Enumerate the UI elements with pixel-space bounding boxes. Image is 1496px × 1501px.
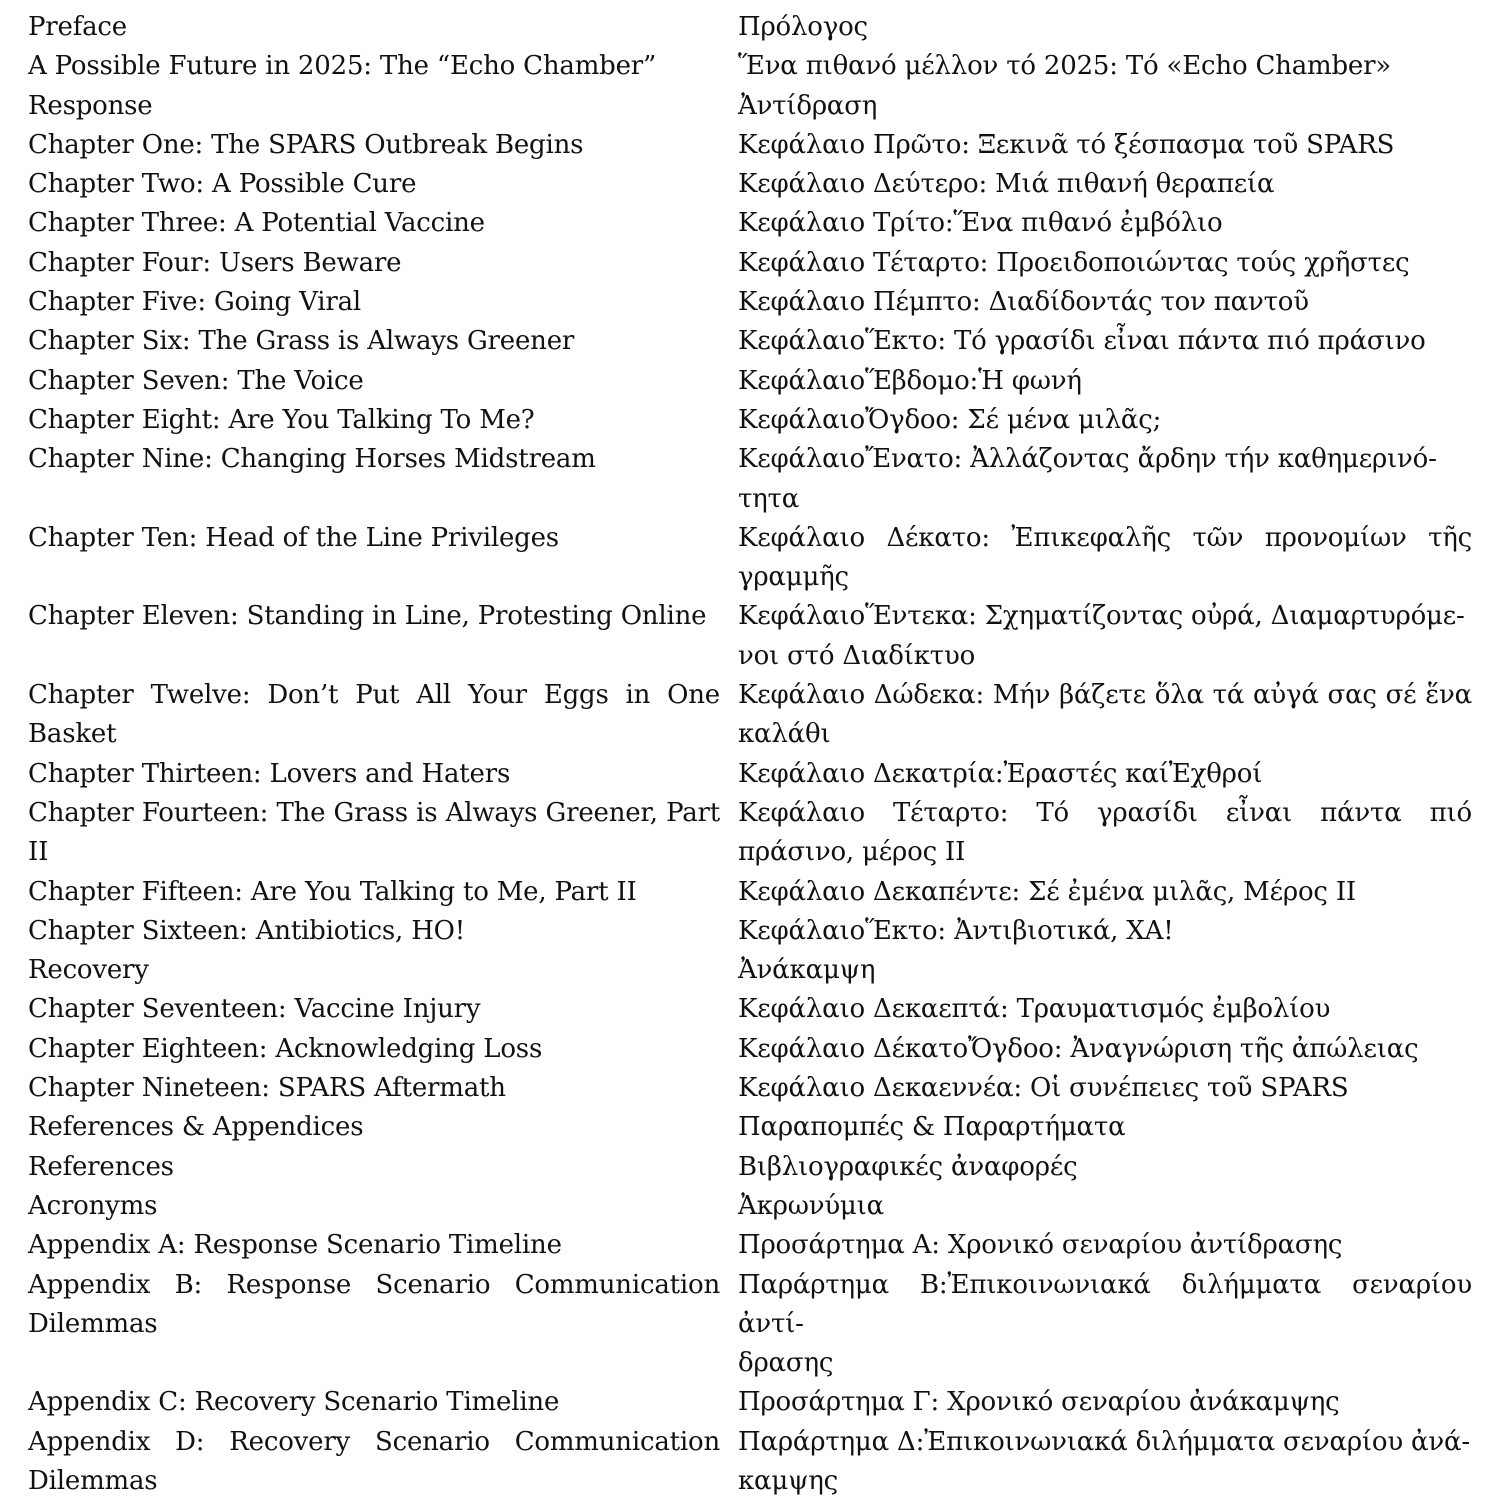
toc-entry-english: Chapter Twelve: Don’t Put All Your Eggs in One Basket [28, 680, 720, 750]
toc-entry-greek: Κεφάλαιο Τέταρτο: Τό γρασίδι εἶναι πάντα πιό πράσινο, μέρος ΙΙ [738, 797, 1472, 868]
toc-entry-greek: Ἀκρωνύμια [738, 1190, 884, 1221]
bilingual-table-of-contents [28, 8, 1472, 1501]
toc-entry-english: Chapter Eighteen: Acknowledging Loss [28, 1033, 543, 1064]
toc-entry-greek: Προσάρτημα Α: Χρονικό σεναρίου ἀντίδρασης [738, 1230, 1343, 1261]
toc-entry-english: References & Appendices [28, 1112, 364, 1143]
toc-entry-english: Chapter Eleven: Standing in Line, Protesting Online [28, 601, 707, 632]
toc-entry-english: Chapter Seven: The Voice [28, 365, 364, 396]
toc-entry-english: Response [28, 90, 153, 121]
toc-entry-english: Chapter Six: The Grass is Always Greener [28, 326, 575, 357]
toc-entry-english: Chapter Sixteen: Antibiotics, HO! [28, 915, 466, 946]
toc-entry-greek: Κεφάλαιο Πρῶτο: Ξεκινᾶ τό ξέσπασμα τοῦ SPARS [738, 129, 1395, 160]
toc-entry-greek: Προσάρτημα Γ: Χρονικό σεναρίου ἀνάκαμψης [738, 1387, 1340, 1418]
toc-entry-english: Chapter Thirteen: Lovers and Haters [28, 758, 511, 789]
toc-entry-english: Chapter Two: A Possible Cure [28, 169, 417, 200]
toc-entry-english: Appendix C: Recovery Scenario Timeline [28, 1387, 560, 1418]
toc-entry-greek: Κεφάλαιο Δεύτερο: Μιά πιθανή θεραπεία [738, 169, 1275, 200]
toc-entry-greek: Κεφάλαιο Δέκατο: Ἐπικεφαλῆς τῶν προνομίων τῆς γραμμῆς [738, 522, 1472, 593]
toc-entry-greek: ΚεφάλαιοὌγδοο: Σέ μένα μιλᾶς; [738, 404, 1162, 435]
toc-entry-greek: Κεφάλαιο ΔέκατοὌγδοο: Ἀναγνώριση τῆς ἀπώλειας [738, 1033, 1419, 1064]
toc-entry-english: Chapter Four: Users Beware [28, 247, 402, 278]
toc-entry-greek: Πρόλογος [738, 12, 868, 42]
toc-entry-greek: Κεφάλαιο Τέταρτο: Προειδοποιώντας τούς χρῆστες [738, 247, 1410, 278]
toc-entry-english: Chapter Ten: Head of the Line Privileges [28, 522, 559, 553]
toc-entry-english: Appendix D: Recovery Scenario Communication Dilemmas [28, 1426, 720, 1496]
toc-entry-english: Appendix A: Response Scenario Timeline [28, 1230, 562, 1261]
toc-entry-greek: Παράρτημα Β:Ἐπικοινωνιακά διλήμματα σεναρίου ἀντί- δρασης [738, 1269, 1472, 1379]
toc-entry-greek: Κεφάλαιο Τρίτο:Ἕνα πιθανό ἐμβόλιο [738, 208, 1223, 239]
toc-entry-greek: Βιβλιογραφικές ἀναφορές [738, 1151, 1078, 1182]
toc-entry-greek: Κεφάλαιο Δεκαεπτά: Τραυματισμός ἐμβολίου [738, 994, 1331, 1025]
toc-entry-greek: Κεφάλαιο Δώδεκα: Μήν βάζετε ὅλα τά αὐγά σας σέ ἕνα καλάθι [738, 680, 1472, 750]
toc-entry-english: Chapter Eight: Are You Talking To Me? [28, 404, 535, 435]
toc-entry-english: References [28, 1151, 174, 1182]
toc-entry-english: Appendix B: Response Scenario Communication Dilemmas [28, 1269, 720, 1339]
toc-entry-english: Chapter Nineteen: SPARS Aftermath [28, 1073, 506, 1104]
toc-entry-english: Chapter Three: A Potential Vaccine [28, 208, 485, 239]
toc-entry-english: Recovery [28, 955, 149, 986]
toc-entry-greek: ΚεφάλαιοἝκτο: Ἀντιβιοτικά, ΧΑ! [738, 915, 1174, 946]
toc-entry-greek: ΚεφάλαιοἝβδομο:Ἡ φωνή [738, 365, 1082, 396]
toc-entry-english: Chapter Nine: Changing Horses Midstream [28, 444, 596, 475]
toc-entry-greek: ΚεφάλαιοἜνατο: Ἀλλάζοντας ἄρδην τήν καθημερινό- τητα [738, 444, 1437, 514]
toc-entry-greek: Ἀνάκαμψη [738, 955, 876, 986]
toc-entry-greek: Ἀντίδραση [738, 90, 878, 121]
toc-entry-greek: Παράρτημα Δ:Ἐπικοινωνιακά διλήμματα σεναρίου ἀνά- καμψης [738, 1426, 1470, 1496]
toc-entry-greek: Ἕνα πιθανό μέλλον τό 2025: Τό «Echo Chamber» [738, 51, 1392, 82]
toc-entry-english: Chapter Fourteen: The Grass is Always Greener, Part II [28, 797, 720, 868]
toc-entry-greek: Κεφάλαιο Δεκαεννέα: Οἱ συνέπειες τοῦ SPARS [738, 1073, 1349, 1104]
toc-entry-greek: ΚεφάλαιοἝκτο: Τό γρασίδι εἶναι πάντα πιό πράσινο [738, 326, 1426, 357]
toc-entry-english: Preface [28, 12, 127, 42]
toc-entry-greek: Κεφάλαιο Δεκατρία:Ἐραστές καίἘχθροί [738, 758, 1263, 789]
toc-entry-english: A Possible Future in 2025: The “Echo Chamber” [28, 51, 657, 82]
toc-entry-english: Chapter Seventeen: Vaccine Injury [28, 994, 481, 1025]
toc-entry-english: Chapter Five: Going Viral [28, 287, 362, 318]
toc-entry-greek: Κεφάλαιο Δεκαπέντε: Σέ ἐμένα μιλᾶς, Μέρος ΙΙ [738, 876, 1356, 907]
toc-entry-english: Acronyms [28, 1190, 158, 1221]
toc-entry-english: Chapter One: The SPARS Outbreak Begins [28, 129, 584, 160]
toc-entry-english: Chapter Fifteen: Are You Talking to Me, Part II [28, 876, 637, 907]
toc-entry-greek: Κεφάλαιο Πέμπτο: Διαδίδοντάς τον παντοῦ [738, 287, 1309, 318]
toc-entry-greek: Παραπομπές & Παραρτήματα [738, 1112, 1126, 1143]
toc-entry-greek: ΚεφάλαιοἝντεκα: Σχηματίζοντας οὐρά, Διαμαρτυρόμε- νοι στό Διαδίκτυο [738, 601, 1465, 671]
